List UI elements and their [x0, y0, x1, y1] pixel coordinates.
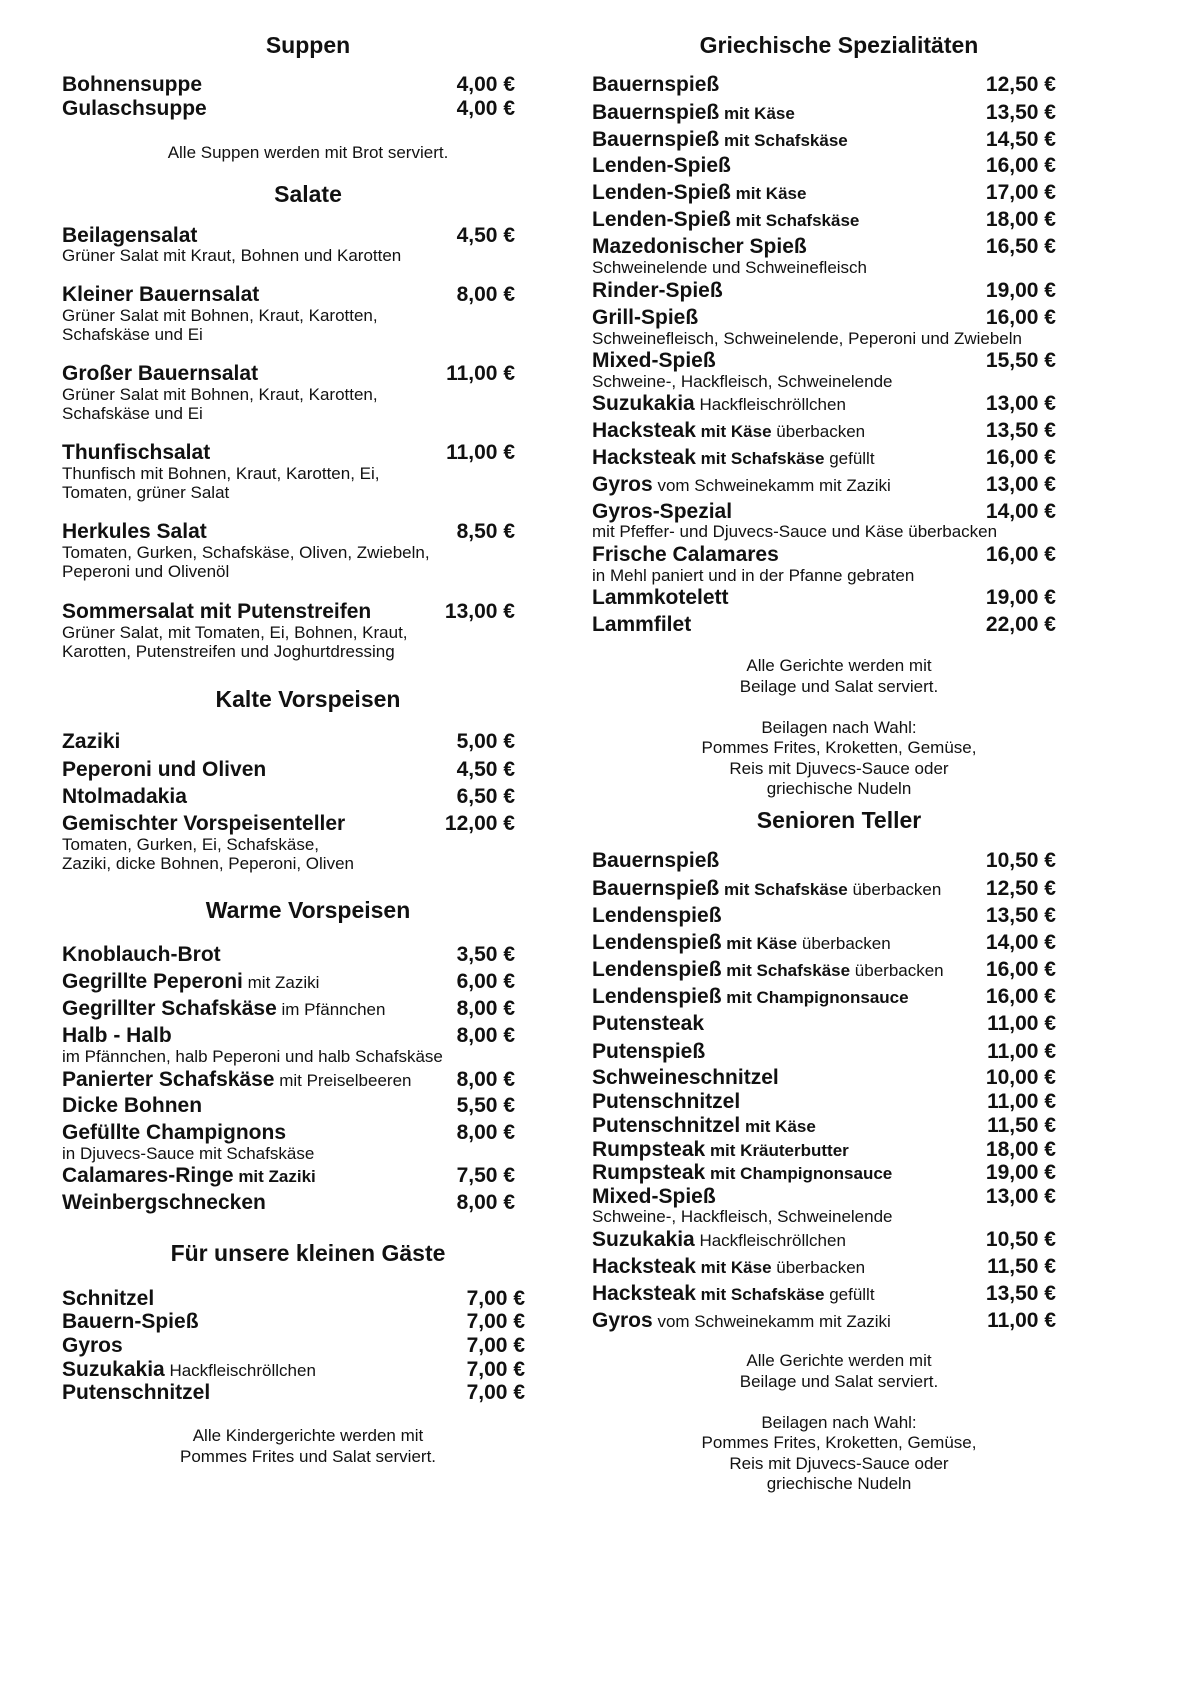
- menu-item-price: 13,00 €: [985, 1185, 1056, 1208]
- menu-item-price: 7,00 €: [466, 1358, 525, 1381]
- menu-item-name: [62, 970, 319, 994]
- item-addition: [695, 1231, 846, 1250]
- item-name-text: Hacksteak: [592, 1282, 696, 1305]
- menu-item-name: [592, 1185, 716, 1209]
- menu-item-description: im Pfännchen, halb Peperoni und halb Schafskäse: [62, 1047, 443, 1066]
- item-addition: [696, 449, 875, 468]
- item-addition: [277, 1000, 386, 1019]
- menu-item-name: [62, 520, 207, 544]
- item-addition-text: Hackfleischröllchen: [699, 395, 846, 414]
- item-addition-text: Hackfleischröllchen: [169, 1361, 316, 1380]
- item-addition-bold: mit Schafskäse: [726, 961, 851, 980]
- menu-item-price: 4,00 €: [456, 97, 515, 120]
- menu-item-name: [592, 419, 865, 443]
- item-name-text: Sommersalat mit Putenstreifen: [62, 600, 372, 623]
- menu-item-price: 7,00 €: [466, 1287, 525, 1310]
- menu-item-name: [592, 279, 723, 303]
- section-title: Für unsere kleinen Gäste: [170, 1240, 446, 1266]
- item-addition: [731, 184, 807, 203]
- item-name-text: Rumpsteak: [592, 1138, 706, 1161]
- menu-item-description: in Djuvecs-Sauce mit Schafskäse: [62, 1144, 315, 1163]
- menu-item-name: [62, 785, 187, 809]
- item-name-text: Grill-Spieß: [592, 306, 699, 329]
- item-name-text: Halb - Halb: [62, 1024, 172, 1047]
- menu-item-description: Schweinelende und Schweinefleisch: [592, 258, 868, 277]
- item-name-text: Bauernspieß: [592, 73, 720, 96]
- menu-item-name: [592, 128, 848, 152]
- item-name-text: Gyros-Spezial: [592, 500, 733, 523]
- section-note: Beilage und Salat serviert.: [739, 676, 939, 696]
- menu-item-description: Grüner Salat mit Kraut, Bohnen und Karotten: [62, 246, 402, 265]
- menu-item-price: 10,50 €: [985, 1228, 1056, 1251]
- item-addition-text: überbacken: [776, 422, 866, 441]
- menu-item-price: 8,00 €: [456, 1068, 515, 1091]
- item-name-text: Gulaschsuppe: [62, 97, 207, 120]
- item-name-text: Lendenspieß: [592, 904, 722, 927]
- menu-item-name: [62, 1068, 411, 1092]
- item-addition-bold: mit Käse: [735, 184, 807, 203]
- section-note: Beilagen nach Wahl:: [761, 1412, 917, 1432]
- menu-item-name: [62, 758, 266, 782]
- item-addition-bold: mit Champignonsauce: [709, 1164, 893, 1183]
- item-name-text: Lendenspieß: [592, 931, 722, 954]
- item-name-text: Kleiner Bauernsalat: [62, 283, 260, 306]
- menu-item-description: mit Pfeffer- und Djuvecs-Sauce und Käse überbacken: [592, 522, 998, 541]
- item-name-text: Schnitzel: [62, 1287, 155, 1310]
- menu-item-name: [592, 877, 941, 901]
- menu-item-description: in Mehl paniert und in der Pfanne gebraten: [592, 566, 915, 585]
- section-title: Warme Vorspeisen: [205, 897, 411, 923]
- menu-item-description: Schweine-, Hackfleisch, Schweinelende: [592, 1207, 893, 1226]
- item-name-text: Knoblauch-Brot: [62, 943, 221, 966]
- item-addition-bold: mit Schafskäse: [723, 131, 848, 150]
- menu-item-price: 13,50 €: [985, 904, 1056, 927]
- item-addition-text: gefüllt: [829, 1285, 875, 1304]
- item-addition: [719, 104, 795, 123]
- menu-item-name: [62, 1381, 210, 1405]
- section-title: Kalte Vorspeisen: [215, 686, 401, 712]
- menu-item-name: [592, 208, 859, 232]
- menu-item-name: [592, 849, 719, 873]
- item-name-text: Lendenspieß: [592, 958, 722, 981]
- item-addition: [722, 988, 909, 1007]
- menu-item-price: 16,00 €: [985, 543, 1056, 566]
- menu-item-price: 8,50 €: [456, 520, 515, 543]
- item-name-text: Zaziki: [62, 730, 121, 753]
- menu-item-description: Tomaten, Gurken, Ei, Schafskäse,: [62, 835, 320, 854]
- menu-item-price: 16,00 €: [985, 446, 1056, 469]
- menu-item-price: 19,00 €: [985, 586, 1056, 609]
- menu-item-name: [592, 1161, 892, 1185]
- menu-item-name: [62, 1164, 316, 1188]
- menu-item-description: Zaziki, dicke Bohnen, Peperoni, Oliven: [62, 854, 354, 873]
- menu-item-name: [62, 600, 371, 624]
- menu-item-description: Schafskäse und Ei: [62, 404, 203, 423]
- menu-item-price: 16,50 €: [985, 235, 1056, 258]
- menu-item-name: [62, 1094, 202, 1118]
- menu-item-price: 8,00 €: [456, 1024, 515, 1047]
- menu-item-description: Schweinefleisch, Schweinelende, Peperoni und Zwiebeln: [592, 329, 1022, 348]
- item-name-text: Gegrillte Peperoni: [62, 970, 243, 993]
- menu-item-description: Tomaten, Gurken, Schafskäse, Oliven, Zwiebeln,: [62, 543, 430, 562]
- item-name-text: Gyros: [592, 1309, 653, 1332]
- menu-item-name: [592, 543, 779, 567]
- item-addition-bold: mit Schafskäse: [723, 880, 848, 899]
- item-name-text: Lammkotelett: [592, 586, 729, 609]
- menu-item-name: [592, 181, 806, 205]
- menu-item-name: [62, 1310, 199, 1334]
- section-title: Suppen: [265, 32, 351, 58]
- item-name-text: Hacksteak: [592, 419, 696, 442]
- section-note: griechische Nudeln: [766, 1474, 912, 1493]
- section-note: griechische Nudeln: [766, 779, 912, 798]
- menu-item-price: 4,00 €: [456, 73, 515, 96]
- item-addition: [719, 880, 941, 899]
- item-addition-text: gefüllt: [829, 449, 875, 468]
- item-addition-text: Hackfleischröllchen: [699, 1231, 846, 1250]
- section-note: Alle Gerichte werden mit: [746, 656, 932, 675]
- item-addition-bold: mit Schafskäse: [700, 1285, 825, 1304]
- item-addition-bold: mit Schafskäse: [700, 449, 825, 468]
- menu-item-name: [62, 997, 385, 1021]
- menu-item-price: 11,00 €: [446, 362, 515, 385]
- item-addition: [653, 1312, 891, 1331]
- item-name-text: Rumpsteak: [592, 1161, 706, 1184]
- section-note: Pommes Frites, Kroketten, Gemüse,: [701, 738, 977, 757]
- menu-item-name: [62, 1287, 154, 1311]
- section-note: Reis mit Djuvecs-Sauce oder: [729, 758, 949, 778]
- item-name-text: Rinder-Spieß: [592, 279, 723, 302]
- item-addition-bold: mit Käse: [726, 934, 798, 953]
- item-name-text: Hacksteak: [592, 446, 696, 469]
- section-note: Beilagen nach Wahl:: [761, 717, 917, 737]
- item-name-text: Beilagensalat: [62, 224, 198, 247]
- menu-item-description: Karotten, Putenstreifen und Joghurtdressing: [62, 642, 395, 661]
- menu-item-name: [592, 1090, 740, 1114]
- item-name-text: Suzukakia: [592, 392, 695, 415]
- item-addition: [696, 1258, 865, 1277]
- menu-item-name: [592, 985, 909, 1009]
- item-addition: [653, 476, 891, 495]
- item-addition: [722, 961, 944, 980]
- item-name-text: Herkules Salat: [62, 520, 207, 543]
- item-name-text: Weinbergschnecken: [62, 1191, 266, 1214]
- menu-item-price: 7,00 €: [466, 1334, 525, 1357]
- item-name-text: Putenspieß: [592, 1040, 706, 1063]
- menu-item-name: [592, 1040, 705, 1064]
- menu-item-price: 13,00 €: [444, 600, 515, 623]
- menu-item-price: 19,00 €: [985, 1161, 1056, 1184]
- menu-item-price: 14,00 €: [985, 931, 1056, 954]
- item-addition: [695, 395, 846, 414]
- menu-item-price: 13,50 €: [985, 1282, 1056, 1305]
- menu-item-price: 16,00 €: [985, 985, 1056, 1008]
- menu-item-name: [592, 1138, 849, 1162]
- menu-item-name: [592, 1309, 891, 1333]
- item-name-text: Bauernspieß: [592, 849, 720, 872]
- menu-item-name: [592, 101, 795, 125]
- item-name-text: Putensteak: [592, 1012, 705, 1035]
- item-addition-bold: mit Käse: [700, 1258, 772, 1277]
- menu-item-price: 12,50 €: [985, 73, 1056, 96]
- menu-item-name: [62, 441, 210, 465]
- menu-item-price: 7,00 €: [466, 1381, 525, 1404]
- menu-item-price: 6,00 €: [456, 970, 515, 993]
- item-addition: [722, 934, 891, 953]
- menu-item-name: [592, 1066, 779, 1090]
- menu-item-name: [62, 1191, 266, 1215]
- item-name-text: Gefüllte Champignons: [62, 1121, 287, 1144]
- section-note: Beilage und Salat serviert.: [739, 1371, 939, 1391]
- item-name-text: Putenschnitzel: [592, 1090, 741, 1113]
- menu-item-name: [592, 446, 875, 470]
- menu-item-price: 8,00 €: [456, 283, 515, 306]
- menu-item-price: 11,00 €: [987, 1309, 1056, 1332]
- item-name-text: Bauern-Spieß: [62, 1310, 199, 1333]
- menu-item-price: 13,50 €: [985, 101, 1056, 124]
- menu-item-price: 4,50 €: [456, 224, 515, 247]
- menu-item-price: 12,00 €: [444, 812, 515, 835]
- menu-item-name: [592, 473, 891, 497]
- menu-item-name: [62, 812, 345, 836]
- item-addition: [696, 422, 865, 441]
- menu-item-name: [592, 904, 722, 928]
- item-addition-bold: mit Käse: [744, 1117, 816, 1136]
- menu-item-description: Schafskäse und Ei: [62, 325, 203, 344]
- item-addition: [719, 131, 848, 150]
- item-name-text: Gemischter Vorspeisenteller: [62, 812, 346, 835]
- menu-item-name: [62, 1024, 172, 1048]
- item-name-text: Bauernspieß: [592, 128, 720, 151]
- menu-item-price: 11,00 €: [987, 1012, 1056, 1035]
- menu-item-price: 10,50 €: [985, 849, 1056, 872]
- menu-item-name: [592, 73, 719, 97]
- menu-item-price: 11,50 €: [987, 1255, 1056, 1278]
- item-name-text: Putenschnitzel: [62, 1381, 211, 1404]
- item-name-text: Dicke Bohnen: [62, 1094, 203, 1117]
- item-addition-text: mit Zaziki: [247, 973, 320, 992]
- menu-item-price: 16,00 €: [985, 958, 1056, 981]
- item-addition-bold: mit Schafskäse: [735, 211, 860, 230]
- item-name-text: Suzukakia: [592, 1228, 695, 1251]
- item-name-text: Ntolmadakia: [62, 785, 187, 808]
- section-note: Pommes Frites, Kroketten, Gemüse,: [701, 1433, 977, 1452]
- menu-item-description: Grüner Salat mit Bohnen, Kraut, Karotten,: [62, 306, 378, 325]
- item-name-text: Panierter Schafskäse: [62, 1068, 275, 1091]
- menu-item-price: 3,50 €: [456, 943, 515, 966]
- menu-item-name: [62, 97, 207, 121]
- menu-item-name: [592, 586, 729, 610]
- item-name-text: Suzukakia: [62, 1358, 165, 1381]
- menu-item-name: [592, 392, 846, 416]
- item-name-text: Frische Calamares: [592, 543, 779, 566]
- menu-item-price: 22,00 €: [985, 613, 1056, 636]
- menu-item-name: [592, 1012, 704, 1036]
- menu-item-name: [62, 730, 120, 754]
- menu-item-description: Tomaten, grüner Salat: [62, 483, 230, 502]
- menu-item-price: 16,00 €: [985, 154, 1056, 177]
- menu-item-price: 12,50 €: [985, 877, 1056, 900]
- menu-item-price: 6,50 €: [456, 785, 515, 808]
- menu-item-name: [592, 154, 731, 178]
- menu-item-price: 5,50 €: [456, 1094, 515, 1117]
- menu-item-name: [592, 1255, 865, 1279]
- menu-item-description: Grüner Salat, mit Tomaten, Ei, Bohnen, Kraut,: [62, 623, 408, 642]
- item-addition-bold: mit Käse: [700, 422, 772, 441]
- menu-item-price: 11,00 €: [987, 1090, 1056, 1113]
- menu-item-description: Thunfisch mit Bohnen, Kraut, Karotten, Ei,: [62, 464, 380, 483]
- section-title: Griechische Spezialitäten: [699, 32, 979, 58]
- item-name-text: Schweineschnitzel: [592, 1066, 779, 1089]
- item-addition: [274, 1071, 411, 1090]
- item-addition-text: überbacken: [801, 934, 891, 953]
- menu-item-price: 18,00 €: [985, 1138, 1056, 1161]
- item-name-text: Gyros: [592, 473, 653, 496]
- menu-item-price: 8,00 €: [456, 997, 515, 1020]
- item-name-text: Putenschnitzel: [592, 1114, 741, 1137]
- menu-item-price: 13,50 €: [985, 419, 1056, 442]
- menu-item-description: Schweine-, Hackfleisch, Schweinelende: [592, 372, 893, 391]
- menu-item-price: 19,00 €: [985, 279, 1056, 302]
- item-name-text: Calamares-Ringe: [62, 1164, 234, 1187]
- item-addition: [705, 1141, 849, 1160]
- item-addition: [731, 211, 860, 230]
- menu-item-name: [62, 73, 202, 97]
- item-addition: [165, 1361, 316, 1380]
- item-addition-text: vom Schweinekamm mit Zaziki: [657, 1312, 891, 1331]
- item-name-text: Thunfischsalat: [62, 441, 211, 464]
- item-name-text: Lenden-Spieß: [592, 208, 731, 231]
- menu-item-description: Grüner Salat mit Bohnen, Kraut, Karotten,: [62, 385, 378, 404]
- menu-item-name: [62, 362, 258, 386]
- item-name-text: Hacksteak: [592, 1255, 696, 1278]
- item-addition-text: vom Schweinekamm mit Zaziki: [657, 476, 891, 495]
- menu-item-price: 13,00 €: [985, 473, 1056, 496]
- menu-item-name: [62, 1334, 123, 1358]
- item-addition-bold: mit Käse: [723, 104, 795, 123]
- section-title: Senioren Teller: [756, 807, 922, 833]
- menu-item-price: 5,00 €: [456, 730, 515, 753]
- menu-item-price: 11,50 €: [987, 1114, 1056, 1137]
- menu-item-price: 4,50 €: [456, 758, 515, 781]
- menu-item-name: [592, 613, 691, 637]
- menu-item-name: [62, 283, 259, 307]
- menu-item-price: 15,50 €: [985, 349, 1056, 372]
- menu-item-name: [592, 235, 807, 259]
- menu-item-name: [592, 349, 716, 373]
- item-name-text: Bauernspieß: [592, 877, 720, 900]
- menu-item-name: [62, 1358, 316, 1382]
- menu-item-price: 7,00 €: [466, 1310, 525, 1333]
- item-addition-text: überbacken: [854, 961, 944, 980]
- menu-item-price: 17,00 €: [985, 181, 1056, 204]
- item-addition: [696, 1285, 875, 1304]
- item-addition-text: mit Preiselbeeren: [279, 1071, 412, 1090]
- menu-item-name: [592, 1114, 816, 1138]
- item-name-text: Gyros: [62, 1334, 123, 1357]
- section-note: Pommes Frites und Salat serviert.: [179, 1446, 437, 1466]
- item-addition-bold: mit Champignonsauce: [726, 988, 909, 1007]
- item-name-text: Mixed-Spieß: [592, 1185, 716, 1208]
- item-addition: [243, 973, 320, 992]
- item-name-text: Großer Bauernsalat: [62, 362, 259, 385]
- menu-item-price: 16,00 €: [985, 306, 1056, 329]
- menu-item-name: [592, 931, 891, 955]
- menu-item-description: Peperoni und Olivenöl: [62, 562, 230, 581]
- item-name-text: Bohnensuppe: [62, 73, 202, 96]
- menu-item-name: [592, 306, 698, 330]
- menu-item-price: 11,00 €: [446, 441, 515, 464]
- menu-item-name: [592, 500, 732, 524]
- section-note: Alle Kindergerichte werden mit: [192, 1426, 424, 1445]
- item-name-text: Mixed-Spieß: [592, 349, 716, 372]
- section-note: Reis mit Djuvecs-Sauce oder: [729, 1453, 949, 1473]
- section-note: Alle Suppen werden mit Brot serviert.: [167, 143, 449, 162]
- menu-item-name: [62, 943, 221, 967]
- item-name-text: Lenden-Spieß: [592, 181, 731, 204]
- menu-item-price: 13,00 €: [985, 392, 1056, 415]
- menu-item-name: [592, 1228, 846, 1252]
- item-addition-bold: mit Zaziki: [238, 1167, 316, 1186]
- item-addition-bold: mit Kräuterbutter: [709, 1141, 849, 1160]
- menu-item-price: 14,00 €: [985, 500, 1056, 523]
- menu-item-name: [62, 1121, 286, 1145]
- item-name-text: Lenden-Spieß: [592, 154, 731, 177]
- menu-item-price: 7,50 €: [456, 1164, 515, 1187]
- item-name-text: Lammfilet: [592, 613, 692, 636]
- menu-item-name: [592, 1282, 875, 1306]
- section-title: Salate: [274, 181, 342, 207]
- menu-item-price: 8,00 €: [456, 1121, 515, 1144]
- menu-item-name: [62, 224, 197, 248]
- item-name-text: Peperoni und Oliven: [62, 758, 267, 781]
- menu-item-price: 11,00 €: [987, 1040, 1056, 1063]
- menu-item-price: 14,50 €: [985, 128, 1056, 151]
- menu-item-name: [592, 958, 944, 982]
- item-addition: [234, 1167, 316, 1186]
- menu-item-price: 18,00 €: [985, 208, 1056, 231]
- item-addition: [740, 1117, 816, 1136]
- item-name-text: Gegrillter Schafskäse: [62, 997, 277, 1020]
- item-name-text: Bauernspieß: [592, 101, 720, 124]
- item-addition: [705, 1164, 892, 1183]
- menu-item-price: 10,00 €: [985, 1066, 1056, 1089]
- item-name-text: Lendenspieß: [592, 985, 722, 1008]
- section-note: Alle Gerichte werden mit: [746, 1351, 932, 1370]
- item-name-text: Mazedonischer Spieß: [592, 235, 807, 258]
- item-addition-text: überbacken: [776, 1258, 866, 1277]
- item-addition-text: im Pfännchen: [281, 1000, 386, 1019]
- item-addition-text: überbacken: [852, 880, 942, 899]
- menu-item-price: 8,00 €: [456, 1191, 515, 1214]
